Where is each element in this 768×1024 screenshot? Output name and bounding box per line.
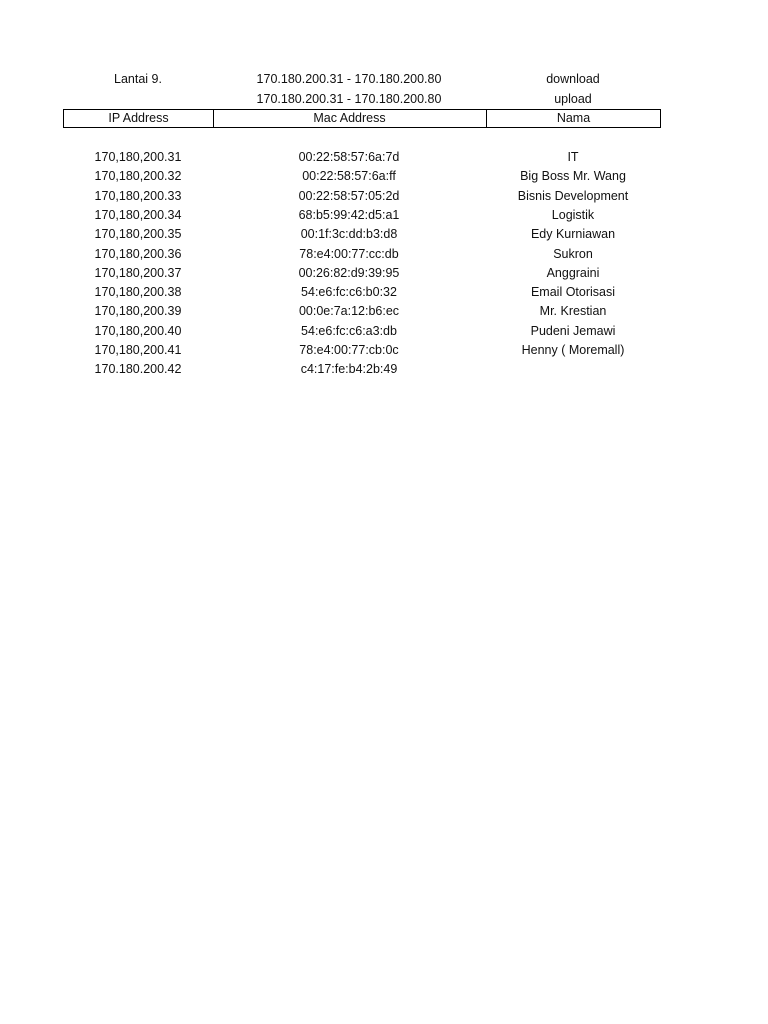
cell-nama: Pudeni Jemawi: [530, 324, 616, 338]
cell-nama: Mr. Krestian: [539, 304, 607, 318]
cell-mac-address: 00:1f:3c:dd:b3:d8: [300, 227, 398, 241]
cell-mac-address: 78:e4:00:77:cb:0c: [299, 343, 399, 357]
cell-ip-address: 170.180.200.42: [94, 362, 182, 376]
cell-nama: Logistik: [551, 208, 595, 222]
cell-mac-address: c4:17:fe:b4:2b:49: [300, 362, 398, 376]
cell-mac-address: 54:e6:fc:c6:a3:db: [301, 324, 397, 338]
cell-mac-address: 00:0e:7a:12:b6:ec: [298, 304, 400, 318]
cell-nama: [485, 360, 661, 379]
cell-nama: Big Boss Mr. Wang: [520, 169, 626, 183]
cell-mac-address: 68:b5:99:42:d5:a1: [298, 208, 400, 222]
cell-mac-address: 00:26:82:d9:39:95: [298, 266, 400, 280]
cell-mac-address: 00:22:58:57:6a:ff: [302, 169, 396, 183]
upload-label: upload: [554, 92, 592, 106]
cell-nama: Bisnis Development: [517, 189, 629, 203]
cell-nama: Email Otorisasi: [530, 285, 616, 299]
cell-mac-address: 78:e4:00:77:cc:db: [299, 247, 399, 261]
download-label: download: [546, 72, 600, 86]
cell-ip-address: 170,180,200.39: [94, 304, 182, 318]
cell-ip-address: 170,180,200.40: [94, 324, 182, 338]
cell-nama: Sukron: [553, 247, 593, 261]
floor-label: Lantai 9.: [114, 72, 162, 86]
header-mac-address: Mac Address: [213, 110, 487, 127]
cell-ip-address: 170,180,200.35: [94, 227, 182, 241]
header-nama: Nama: [556, 111, 591, 125]
cell-nama: Edy Kurniawan: [530, 227, 616, 241]
upload-ip-range: 170.180.200.31 - 170.180.200.80: [256, 92, 442, 106]
cell-mac-address: 00:22:58:57:05:2d: [298, 189, 400, 203]
download-ip-range: 170.180.200.31 - 170.180.200.80: [256, 72, 442, 86]
cell-mac-address: 54:e6:fc:c6:b0:32: [301, 285, 397, 299]
cell-ip-address: 170,180,200.32: [94, 169, 182, 183]
cell-mac-address: 00:22:58:57:6a:7d: [298, 150, 400, 164]
cell-ip-address: 170,180,200.31: [94, 150, 182, 164]
cell-ip-address: 170,180,200.37: [94, 266, 182, 280]
cell-ip-address: 170,180,200.33: [94, 189, 182, 203]
cell-ip-address: 170,180,200.36: [94, 247, 182, 261]
cell-ip-address: 170,180,200.34: [94, 208, 182, 222]
table-header: [63, 109, 661, 128]
cell-nama: Henny ( Moremall): [521, 343, 625, 357]
cell-nama: Anggraini: [546, 266, 600, 280]
header-ip-address: IP Address: [64, 110, 214, 127]
cell-nama: IT: [567, 150, 579, 164]
cell-ip-address: 170,180,200.41: [94, 343, 182, 357]
cell-ip-address: 170,180,200.38: [94, 285, 182, 299]
